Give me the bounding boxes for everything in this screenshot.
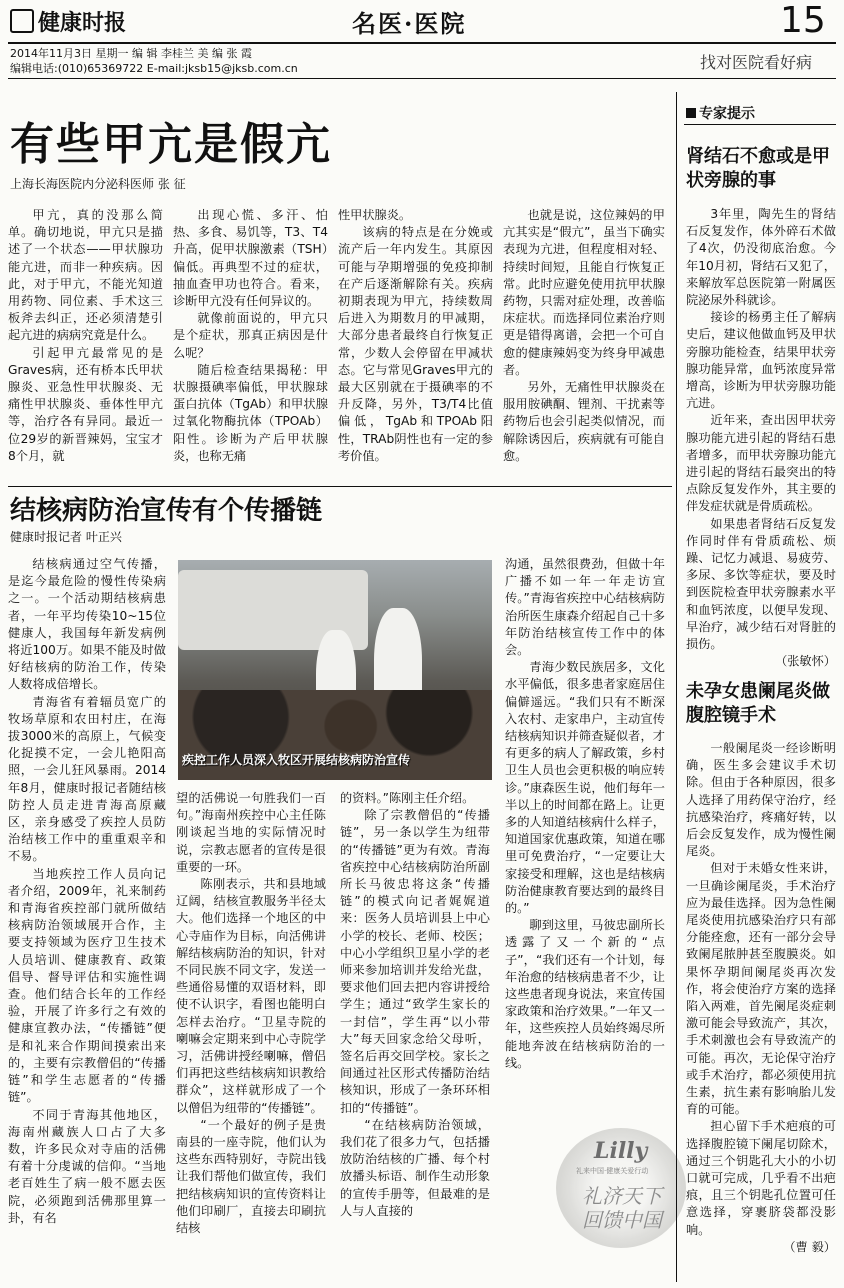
section-slogan: 找对医院看好病 xyxy=(700,53,813,72)
article2-column-4: 沟通，虽然很费劲，但做十年广播不如一年一年走访宣传。”青海省疾控中心结核病防治所医生康森介绍起自己十多年防治结核宣传工作中的体会。 青海少数民族居多，文化水平偏低，很多患者家庭居住偏僻遥远。“我们只有不断深入农村、走家串户，主动宣传结核病知识并筛查疑似者，才有更多的病人了解政策，乡村卫生人员也会更积极的响应转诊。”康森医生说，他们每年一半以上的时间都在路上。让更多的人知道结核病什么样子，知道国家优惠政策，知道在哪里可免费治疗，“一定要让大家接受和理解，这也是结核病防治健康教育要达到的最终目的。” 聊到这里，马彼忠副所长透露了又一个新的“点子”，“我们还有一个计划，每年治愈的结核病患者不少，让这些患者现身说法，来宣传国家政策和治疗效果。”一年又一年，这些疾控人员始终竭尽所能地奔波在结核病防治的一线。 xyxy=(505,557,665,1070)
masthead-rule xyxy=(8,42,836,44)
sidebar-article1-body: 3年里，陶先生的肾结石反复发作，体外碎石术做了4次，仍没彻底治愈。今年10月初，肾结石又犯了，来解放军总医院第一附属医院泌尿外科就诊。 接诊的杨勇主任了解病史后，建议他做血钙及甲状旁腺功能检查，结果甲状旁腺功能异常，血钙浓度异常增高，诊断为甲状旁腺功能亢进。 近年来，查出因甲状旁腺功能亢进引起的肾结石患者增多，而甲状旁腺功能亢进引起的肾结石最突出的特点除反复发作外，其主要的伴发症状就是骨质疏松。 如果患者肾结石反复发作同时伴有骨质疏松、烦躁、记忆力减退、易疲劳、多尿、多饮等症状，要及时到医院检查甲状旁腺素水平和血钙浓度，以便早发现、早治疗，减少结石对肾脏的损伤。 （张敏怀） xyxy=(686,206,836,676)
section-title: 名医·医院 xyxy=(352,9,467,38)
masthead-logo: 健康时报 xyxy=(10,6,126,37)
sidebar-article2-author: （曹 毅） xyxy=(783,1239,836,1254)
sidebar-article2-body: 一般阑尾炎一经诊断明确，医生多会建议手术切除。但由于各种原因，很多人选择了用药保守治疗，经抗感染治疗，疼痛好转，以后会反复发作，成为慢性阑尾炎。 但对于未婚女性来讲，一旦确诊阑尾炎，手术治疗应为最佳选择。因为急性阑尾炎使用抗感染治疗只有部分能痊愈，还有一部分会导致阑尾脓肿甚至腹膜炎。如果怀孕期间阑尾炎再次发作，将会使治疗方案的选择陷入两难，首先阑尾炎症刺激可能会导致流产，其次，手术刺激也会有导致流产的可能。再次，无论保守治疗或手术治疗，都必须使用抗生素，抗生素有影响胎儿发育的可能。 担心留下手术疤痕的可选择腹腔镜下阑尾切除术，通过三个钥匙孔大小的小切口就可完成，几乎看不出疤痕，且三个钥匙孔位置可任意选择，穿裹脐袋都没影响。 （曹 毅） xyxy=(686,740,836,1280)
lilly-logo: Lilly xyxy=(594,1138,648,1164)
lilly-ad xyxy=(556,1128,686,1248)
article1-column-4: 也就是说，这位辣妈的甲亢其实是“假亢”，虽当下确实表现为亢进，但程度相对轻、持续时间短，且能自行恢复正常。此时应避免使用抗甲状腺药物，只需对症处理，改善临床症状。而选择同位素治疗则更是错得离谱，会把一个可自愈的健康辣妈变为终身甲减患者。 另外，无痛性甲状腺炎在服用胺碘酮、锂剂、干扰素等药物后也会引起类似情况，而解除诱因后，疾病就有可能自愈。 xyxy=(503,208,665,463)
article1-column-3: 性甲状腺炎。 该病的特点是在分娩或流产后一年内发生。其原因可能与孕期增强的免疫抑制在产后逐渐解除有关。疾病初期表现为甲亢，持续数周后进入为期数月的甲减期，大部分患者最终自行恢复正常，少数人会停留在甲减状态。它与常见Graves甲亢的最大区别就在于摄碘率的不升反降，另外，T3/T4比值偏低，TgAb和TPOAb阳性，TRAb阴性也有一定的参考价值。 xyxy=(338,208,493,463)
article1-column-1: 甲亢，真的没那么简单。确切地说，甲亢只是描述了一个状态——甲状腺功能亢进，而非一种疾病。因此，对于甲亢，不能光知道用药物、同位素、手术这三板斧去纠正，还必须清楚引起亢进的病病究竟是什么。 引起甲亢最常见的是Graves病，还有桥本氏甲状腺炎、亚急性甲状腺炎、无痛性甲状腺炎、垂体性甲亢等，治疗各有异同。最近一位29岁的新晋辣妈，宝宝才8个月，就 xyxy=(8,208,163,463)
page-number: 15 xyxy=(780,0,826,41)
ad-slogan: 礼济天下 回馈中国 xyxy=(582,1184,662,1232)
article2-photo xyxy=(178,560,492,780)
article-divider xyxy=(8,486,672,487)
article2-headline: 结核病防治宣传有个传播链 xyxy=(10,496,323,526)
sidebar-article1-title: 肾结石不愈或是甲状旁腺的事 xyxy=(686,146,830,191)
sidebar-divider xyxy=(676,92,677,1282)
sidebar-article2-title: 未孕女患阑尾炎做腹腔镜手术 xyxy=(686,681,830,726)
article2-column-2: 望的活佛说一句胜我们一百句。”海南州疾控中心主任陈刚谈起当地的实际情况时说，宗教志愿者的宣传是很重要的一环。 陈刚表示，共和县地域辽阔，结核宣教服务半径太大。他们选择一个地区的中心寺庙作为目标，向活佛讲解结核病防治的知识，针对不同民族不同文字，发送一些通俗易懂的双语材料，即使不认识字，看图也能明白怎样去治疗。“卫星寺院的喇嘛会定期来到中心寺院学习，活佛讲授经喇嘛，僧侣们再把这些结核病知识教给群众”，这样就形成了一个以僧侣为纽带的“传播链”。 “一个最好的例子是贵南县的一座寺院，他们认为这些东西特别好，寺院出钱让我们帮他们做宣传，我们把结核病知识的宣传资料让他们印刷厂，直接去印刷抗结核 xyxy=(176,791,326,1236)
issue-meta-line: 2014年11月3日 星期一 编 辑 李桂兰 美 编 张 霞 xyxy=(10,47,252,60)
article1-column-2: 出现心慌、多汗、怕热、多食、易饥等，T3、T4升高，促甲状腺激素（TSH）偏低。再典型不过的症状，抽血查甲功也符合。看来，诊断甲亢没有任何异议的。 就像前面说的，甲亢只是个症状，那真正病因是什么呢？ 随后检查结果揭秘：甲状腺摄碘率偏低，甲状腺球蛋白抗体（TgAb）和甲状腺过氧化物酶抗体（TPOAb）阳性。诊断为产后甲状腺炎，也称无痛 xyxy=(173,208,328,463)
sidebar-label: 专家提示 xyxy=(686,103,755,123)
meta-rule xyxy=(8,78,836,79)
sidebar-label-rule xyxy=(684,124,836,125)
photo-caption: 疾控工作人员深入牧区开展结核病防治宣传 xyxy=(182,753,411,767)
newspaper-logo-icon xyxy=(10,9,34,33)
sidebar-article1-author: （张敏怀） xyxy=(775,654,836,669)
article1-headline: 有些甲亢是假亢 xyxy=(10,119,332,170)
article2-byline: 健康时报记者 叶正兴 xyxy=(10,530,122,544)
square-bullet-icon xyxy=(686,108,696,118)
editor-contact-line: 编辑电话:(010)65369722 E-mail:jksb15@jksb.com.cn xyxy=(10,62,298,75)
article2-column-3: 的资料。”陈刚主任介绍。 除了宗教僧侣的“传播链”，另一条以学生为纽带的“传播链”更为有效。青海省疾控中心结核病防治所副所长马彼忠将这条“传播链”的模式向记者娓娓道来：医务人员培训县上中心小学的校长、老师、校医；中心小学组织卫星小学的老师来参加培训并发给光盘，要求他们回去把内容讲授给学生；通过“致学生家长的一封信”，学生再“以小带大”每天回家念给父母听，签名后再交回学校。家长之间通过社区形式传播防治结核知识，形成了一条环环相扣的“传播链”。 “在结核病防治领域，我们花了很多力气，包括播放防治结核的广播、每个村放播头标语、制作生动形象的宣传手册等，但最难的是人与人直接的 xyxy=(340,791,490,1218)
article1-byline: 上海长海医院内分泌科医师 张 征 xyxy=(10,177,186,191)
ad-small-text: 礼来中国·健康关爱行动 xyxy=(576,1167,649,1175)
article2-column-1: 结核病通过空气传播，是迄今最危险的慢性传染病之一。一个活动期结核病患者，一年平均传染10~15位健康人，我国每年新发病例将近100万。如果不能及时做好结核病的防治工作，传染人数将成倍增长。 青海省有着辐员宽广的牧场草原和农田村庄，在海拔3000米的高原上，气候变化捉摸不定，一会儿艳阳高照，一会儿狂风暴雨。2014年8月，健康时报记者随结核防控人员走进青海高原藏区，亲身感受了疾控人员防治结核工作中的重重艰辛和不易。 当地疾控工作人员向记者介绍，2009年，礼来制药和青海省疾控部门就所做结核病防治领域展开合作，主要支持领域为医疗卫生技术人员培训、健康教育、政策倡导、督导评估和实施性调查。他们结合长年的工作经验，开展了许多行之有效的健康宣教办法，“传播链”便是和礼来合作期间摸索出来的，主要有宗教僧侣的“传播链”和学生志愿者的“传播链”。 不同于青海其他地区，海南州藏族人口占了大多数，许多民众对寺庙的活佛有着十分虔诚的信仰。“当地老百姓生了病一般不愿去医院，必须跑到活佛那里算一卦，有名 xyxy=(8,557,166,1225)
